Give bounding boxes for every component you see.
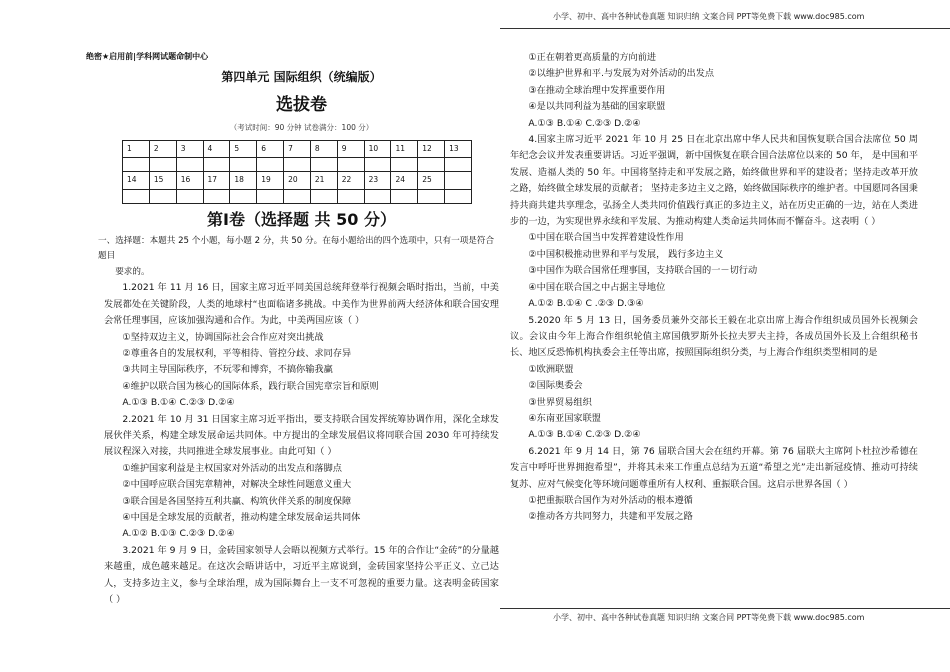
exam-meta: （考试时间：90 分钟 试卷满分：100 分） bbox=[229, 123, 374, 132]
grid-answer-cell[interactable] bbox=[123, 158, 150, 172]
grid-cell: 2 bbox=[149, 141, 176, 158]
option: ④维护以联合国为核心的国际体系，践行联合国宪章宗旨和原则 bbox=[122, 380, 379, 392]
option: ①坚持双边主义，协调国际社会合作应对突出挑战 bbox=[122, 331, 324, 343]
question-3-start bbox=[104, 543, 499, 609]
grid-cell: 6 bbox=[257, 141, 284, 158]
unit-title: 第四单元 国际组织（统编版） bbox=[221, 70, 382, 84]
grid-answer-cell[interactable] bbox=[364, 189, 391, 203]
grid-answer-cell[interactable] bbox=[149, 158, 176, 172]
answer-choices: A.①② B.①③ C.②③ D.②④ bbox=[122, 528, 235, 540]
grid-cell: 21 bbox=[310, 172, 337, 189]
grid-cell: 8 bbox=[310, 141, 337, 158]
grid-answer-cell[interactable] bbox=[230, 189, 257, 203]
grid-answer-cell[interactable] bbox=[257, 158, 284, 172]
answer-choices: A.①③ B.①④ C.②③ D.②④ bbox=[528, 429, 641, 441]
grid-answer-cell[interactable] bbox=[203, 158, 230, 172]
grid-cell: 23 bbox=[364, 172, 391, 189]
question-stem: 3.2021 年 9 月 9 日，金砖国家领导人会晤以视频方式举行。15 年的合作让“金砖”的分量越来越重，成色越来越足。在这次会晤讲话中，习近平主席说到，金砖国家坚持公平正义、立己达人，支持多边主义，参与全球治理，成为国际舞台上一支不可忽视的重要力量。这表明金砖国家（ ） bbox=[104, 544, 499, 606]
grid-answer-cell[interactable] bbox=[123, 189, 150, 203]
question-4 bbox=[510, 132, 918, 312]
option: ③在推动全球治理中发挥重要作用 bbox=[528, 84, 666, 96]
secret-line: 绝密★启用前|学科网试题命制中心 bbox=[86, 52, 209, 61]
answer-choices: A.①③ B.①④ C.②③ D.②④ bbox=[122, 397, 235, 409]
grid-answer-cell[interactable] bbox=[337, 189, 364, 203]
grid-answer-cell[interactable] bbox=[284, 158, 311, 172]
option: ①欧洲联盟 bbox=[528, 363, 574, 375]
grid-answer-cell[interactable] bbox=[364, 158, 391, 172]
grid-answer-cell[interactable] bbox=[445, 189, 472, 203]
grid-answer-cell[interactable] bbox=[230, 158, 257, 172]
grid-row-numbers-2 bbox=[123, 172, 472, 189]
option: ②以维护世界和平.与发展为对外活动的出发点 bbox=[528, 68, 715, 80]
question-5 bbox=[510, 313, 918, 444]
grid-answer-cell[interactable] bbox=[445, 158, 472, 172]
left-column bbox=[86, 50, 499, 608]
grid-cell: 9 bbox=[337, 141, 364, 158]
grid-cell: 18 bbox=[230, 172, 257, 189]
grid-row-answers-1 bbox=[123, 158, 472, 172]
option: ③世界贸易组织 bbox=[528, 396, 592, 408]
option: ①把重振联合国作为对外活动的根本遵循 bbox=[528, 494, 693, 506]
grid-answer-cell[interactable] bbox=[284, 189, 311, 203]
part-title: 第Ⅰ卷（选择题 共 50 分） bbox=[207, 209, 396, 229]
grid-cell: 10 bbox=[364, 141, 391, 158]
option: ③中国作为联合国常任理事国，支持联合国的一－切行动 bbox=[528, 265, 758, 277]
grid-row-answers-2 bbox=[123, 189, 472, 203]
option: ②中国呼应联合国宪章精神，对解决全球性问题意义重大 bbox=[122, 479, 352, 491]
grid-cell: 13 bbox=[445, 141, 472, 158]
option: ②中国积极推动世界和平与发展， 践行多边主义 bbox=[528, 248, 724, 260]
answer-choices: A.①③ B.①④ C.②③ D.②④ bbox=[528, 117, 641, 129]
grid-cell: 11 bbox=[391, 141, 418, 158]
question-stem: 4.国家主席习近平 2021 年 10 月 25 日在北京出席中华人民共和国恢复联合国合法席位 50 周年纪念会议并发表重要讲话。习近平强调，新中国恢复在联合国合法席位以来的 50 年， 是中国和平发展、造福人类的 50 年。中国将坚持走和平发展之路，始终做世界和平的建设者；坚持走改革开放之路，始终做全球发展的贡献者； 坚持走多边主义之路，始终做国际秩序的维护者。中国愿同各国秉持共商共建共享理念，弘扬全人类共同价值践行真正的多边主义，站在历史正确的一边，站在人类进步的一边，为实现世界永续和平发展、为推动构建人类命运共同体而不懈奋斗。这表明（ ） bbox=[510, 134, 918, 228]
question-2 bbox=[104, 412, 499, 543]
grid-cell: 25 bbox=[418, 172, 445, 189]
grid-cell: 24 bbox=[391, 172, 418, 189]
grid-cell bbox=[445, 172, 472, 189]
header-divider bbox=[500, 28, 950, 29]
option: ①正在朝着更高质量的方向前进 bbox=[528, 52, 657, 63]
grid-answer-cell[interactable] bbox=[257, 189, 284, 203]
grid-cell: 1 bbox=[123, 141, 150, 158]
option: ④中国是全球发展的贡献者，推动构建全球发展命运共同体 bbox=[122, 512, 361, 523]
grid-cell: 15 bbox=[149, 172, 176, 189]
grid-answer-cell[interactable] bbox=[176, 158, 203, 172]
question-stem: 6.2021 年 9 月 14 日，第 76 届联合国大会在纽约开幕。第 76 届联大主席阿卜杜拉沙希德在发言中呼吁世界拥抱希望”，并将其未来工作重点总结为五道“希望之光”走出新冠疫情、推动可持续复苏、应对气候变化等环境问题尊重所有人权利、重振联合国。这启示世界各国（ ） bbox=[510, 445, 918, 490]
question-stem: 2.2021 年 10 月 31 日国家主席习近平指出，要支持联合国发挥统筹协调作用，深化全球发展伙伴关系，构建全球发展命运共同体。中方提出的全球发展倡议将同联合国 2030 年可持续发展议程深入对接，共同推进全球发展事业。由此可知（ ） bbox=[104, 413, 499, 458]
option: ②尊重各自的发展权利，平等相待、管控分歧、求同存异 bbox=[122, 347, 352, 359]
grid-cell: 19 bbox=[257, 172, 284, 189]
option: ④是以共同利益为基础的国家联盟 bbox=[528, 101, 666, 113]
grid-cell: 22 bbox=[337, 172, 364, 189]
grid-row-numbers-1 bbox=[123, 141, 472, 158]
option: ④东南亚国家联盟 bbox=[528, 412, 601, 424]
grid-cell: 3 bbox=[176, 141, 203, 158]
option: ①维护国家利益是主权国家对外活动的出发点和落脚点 bbox=[122, 462, 342, 474]
question-stem: 5.2020 年 5 月 13 日，国务委员兼外交部长王毅在北京出席上海合作组织成员国外长视频会议。会议由今年上海合作组织轮值主席国俄罗斯外长拉夫罗夫主持，各成员国外长及上合组织秘书长、地区反恐怖机构执委会主任等出席，按照国际组织分类，与上海合作组织类型相同的是 bbox=[510, 314, 918, 359]
page-footer-watermark: 小学、初中、高中各种试卷真题 知识归纳 文案合同 PPT等免费下载 www.doc985.com bbox=[553, 613, 865, 622]
grid-answer-cell[interactable] bbox=[418, 158, 445, 172]
grid-cell: 14 bbox=[123, 172, 150, 189]
grid-answer-cell[interactable] bbox=[310, 189, 337, 203]
question-1 bbox=[104, 280, 499, 411]
paper-title: 选拔卷 bbox=[276, 95, 327, 115]
option: ③共同主导国际秩序，不玩零和博弈，不搞你输我赢 bbox=[122, 364, 333, 376]
grid-answer-cell[interactable] bbox=[203, 189, 230, 203]
grid-answer-cell[interactable] bbox=[149, 189, 176, 203]
instructions-line-1: 一、选择题：本题共 25 个小题，每小题 2 分，共 50 分。在每小题给出的四个选项中，只有一项是符合题目 bbox=[98, 235, 495, 262]
grid-answer-cell[interactable] bbox=[391, 189, 418, 203]
option: ④中国在联合国之中占据主导地位 bbox=[528, 281, 666, 293]
page-header-watermark: 小学、初中、高中各种试卷真题 知识归纳 文案合同 PPT等免费下载 www.doc985.com bbox=[553, 12, 865, 21]
option: ③联合国是各国坚持互利共赢、构筑伙伴关系的制度保障 bbox=[122, 495, 352, 507]
grid-cell: 17 bbox=[203, 172, 230, 189]
question-6 bbox=[510, 444, 918, 526]
grid-answer-cell[interactable] bbox=[391, 158, 418, 172]
question-stem: 1.2021 年 11 月 16 日，国家主席习近平同美国总统拜登举行视频会晤时指出，当前，中美发展都处在关键阶段，人类的地球村“也面临诸多挑战。中美作为世界前两大经济体和联合国安理会常任理事国，应该加强沟通和合作。为此，中美两国应该（ ） bbox=[104, 282, 499, 327]
option: ①中国在联合国当中发挥着建设性作用 bbox=[528, 232, 684, 244]
footer-divider bbox=[500, 608, 950, 609]
answer-choices: A.①② B.①④ C .②③ D.③④ bbox=[528, 298, 644, 310]
instructions-line-2: 要求的。 bbox=[115, 266, 150, 277]
grid-cell: 20 bbox=[284, 172, 311, 189]
grid-cell: 4 bbox=[203, 141, 230, 158]
grid-answer-cell[interactable] bbox=[310, 158, 337, 172]
option: ②国际奥委会 bbox=[528, 380, 583, 392]
grid-answer-cell[interactable] bbox=[337, 158, 364, 172]
option: ②推动各方共同努力，共建和平发展之路 bbox=[528, 511, 693, 523]
right-column bbox=[510, 50, 918, 526]
grid-cell: 5 bbox=[230, 141, 257, 158]
grid-cell: 7 bbox=[284, 141, 311, 158]
grid-answer-cell[interactable] bbox=[176, 189, 203, 203]
grid-answer-cell[interactable] bbox=[418, 189, 445, 203]
grid-cell: 12 bbox=[418, 141, 445, 158]
question-3-options bbox=[510, 50, 918, 132]
answer-grid bbox=[122, 140, 472, 204]
grid-cell: 16 bbox=[176, 172, 203, 189]
